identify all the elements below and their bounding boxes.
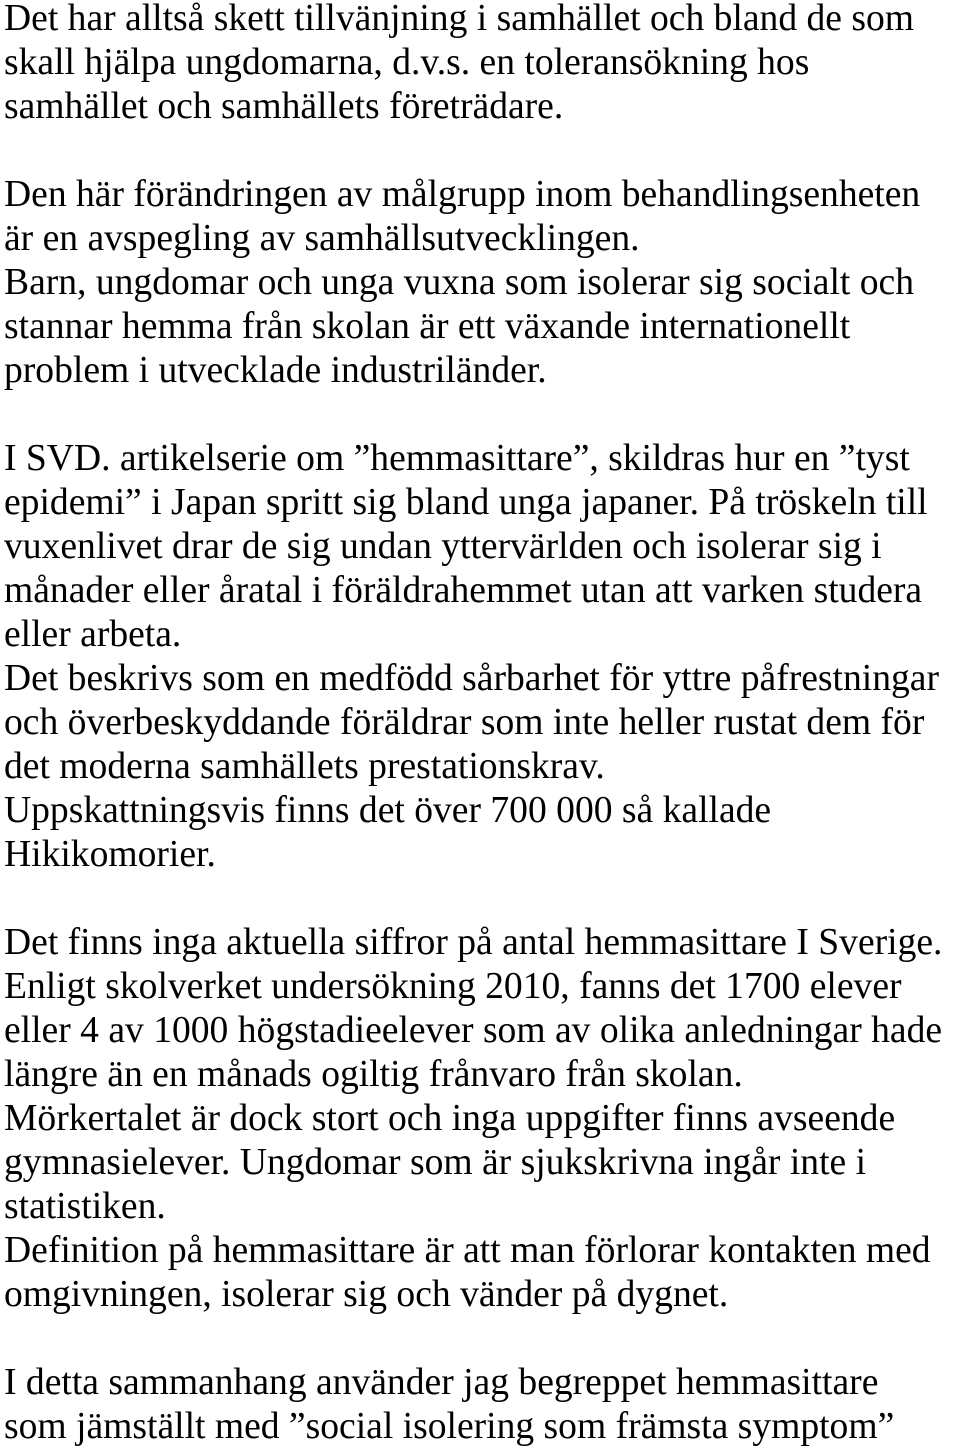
text-line: det moderna samhällets prestationskrav. xyxy=(4,746,605,787)
text-line: stannar hemma från skolan är ett växande internationellt xyxy=(4,306,851,347)
text-line: Definition på hemmasittare är att man förlorar kontakten med xyxy=(4,1230,931,1271)
paragraph-sverige-statistik xyxy=(4,921,954,1317)
text-line: eller 4 av 1000 högstadieelever som av olika anledningar hade xyxy=(4,1010,943,1051)
text-line: längre än en månads ogiltig frånvaro från skolan. xyxy=(4,1054,743,1095)
text-line: Det har alltså skett tillvänjning i samhället och bland de som xyxy=(4,0,915,39)
text-line: månader eller åratal i föräldrahemmet utan att varken studera xyxy=(4,570,923,611)
text-line: Hikikomorier. xyxy=(4,834,216,875)
paragraph-svd-artikelserie xyxy=(4,437,954,877)
text-line: statistiken. xyxy=(4,1186,166,1227)
text-line: epidemi” i Japan spritt sig bland unga japaner. På tröskeln till xyxy=(4,482,928,523)
text-line: samhället och samhällets företrädare. xyxy=(4,86,564,127)
text-line: som jämställt med ”social isolering som främsta symptom” xyxy=(4,1406,895,1447)
text-line: gymnasielever. Ungdomar som är sjukskrivna ingår inte i xyxy=(4,1142,867,1183)
text-line: I SVD. artikelserie om ”hemmasittare”, skildras hur en ”tyst xyxy=(4,438,910,479)
paragraph-begrepp xyxy=(4,1361,954,1449)
paragraph-tillvanjning xyxy=(4,0,954,129)
text-line: Barn, ungdomar och unga vuxna som isolerar sig socialt och xyxy=(4,262,915,303)
text-line: omgivningen, isolerar sig och vänder på dygnet. xyxy=(4,1274,729,1315)
text-line: Det beskrivs som en medfödd sårbarhet för yttre påfrestningar xyxy=(4,658,939,699)
document-page xyxy=(4,0,954,1449)
text-line: Det finns inga aktuella siffror på antal hemmasittare I Sverige. xyxy=(4,922,943,963)
text-line: Enligt skolverket undersökning 2010, fanns det 1700 elever xyxy=(4,966,902,1007)
text-line: I detta sammanhang använder jag begreppet hemmasittare xyxy=(4,1362,879,1403)
paragraph-malgrupp xyxy=(4,173,954,393)
text-line: vuxenlivet drar de sig undan yttervärlden och isolerar sig i xyxy=(4,526,882,567)
text-line: och överbeskyddande föräldrar som inte heller rustat dem för xyxy=(4,702,925,743)
text-line: Den här förändringen av målgrupp inom behandlingsenheten xyxy=(4,174,921,215)
text-line: Uppskattningsvis finns det över 700 000 så kallade xyxy=(4,790,772,831)
text-line: är en avspegling av samhällsutvecklingen. xyxy=(4,218,640,259)
text-line: skall hjälpa ungdomarna, d.v.s. en toleransökning hos xyxy=(4,42,810,83)
text-line: eller arbeta. xyxy=(4,614,182,655)
text-line: problem i utvecklade industriländer. xyxy=(4,350,547,391)
text-line: Mörkertalet är dock stort och inga uppgifter finns avseende xyxy=(4,1098,896,1139)
